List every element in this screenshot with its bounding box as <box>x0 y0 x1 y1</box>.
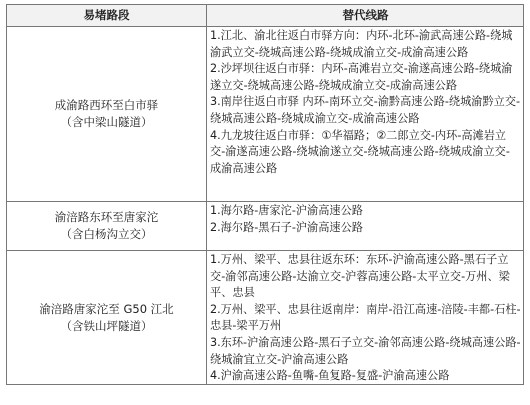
route-item: 2.万州、梁平、忠县往返南岸：南岸-沿江高速-涪陵-丰都-石柱-忠县-梁平万州 <box>210 302 521 333</box>
table-row <box>7 251 523 384</box>
segment-cell <box>7 202 207 250</box>
route-item: 3.南岸往返白市驿 内环-南环立交-渝黔高速公路-绕城渝黔立交-绕城高速公路-绕城成渝立交-成渝高速公路 <box>210 95 521 125</box>
header-congested-segment <box>7 5 207 26</box>
header-col1-label: 易堵路段 <box>83 8 130 22</box>
table-row <box>7 27 523 202</box>
segment-note: （含铁山坪隧道） <box>60 318 153 333</box>
route-item: 3.东环-沪渝高速公路-黑石子立交-渝邻高速公路-绕城高速公路-绕城渝宜立交-沪渝高速公路 <box>210 335 521 366</box>
segment-cell <box>7 27 207 201</box>
route-item: 4.沪渝高速公路-鱼嘴-鱼复路-复盛-沪渝高速公路 <box>210 369 450 383</box>
routes-cell <box>207 251 523 384</box>
header-col2-label: 替代线路 <box>342 8 389 23</box>
route-item: 2.海尔路-黑石子-沪渝高速公路 <box>210 220 363 234</box>
segment-note: （含白杨沟立交） <box>60 227 153 241</box>
route-item: 2.沙坪坝往返白市驿：内环-高滩岩立交-渝遂高速公路-绕城渝遂立交-绕城高速公路-绕城成渝立交-成渝高速公路 <box>210 62 513 92</box>
route-item: 1.海尔路-唐家沱-沪渝高速公路 <box>210 204 363 217</box>
routes-cell <box>207 202 523 250</box>
route-item: 4.九龙坡往返白市驿：①华福路；②二郎立交-内环-高滩岩立交-渝遂高速公路-绕城渝遂立交-绕城高速公路-绕城成渝立交-成渝高速公路 <box>210 128 510 175</box>
route-table <box>6 4 524 385</box>
segment-name: 渝涪路唐家沱至 G50 江北 <box>39 301 174 316</box>
routes-cell <box>207 27 523 201</box>
table-row <box>7 202 523 251</box>
header-alternative-route <box>207 5 523 26</box>
segment-cell <box>7 251 207 384</box>
segment-name: 渝涪路东环至唐家沱 <box>54 210 159 224</box>
segment-name: 成渝路西环至白市驿 <box>54 98 159 112</box>
table-header-row <box>7 5 523 27</box>
route-item: 1.江北、渝北往返白市驿方向：内环-北环-渝武高速公路-绕城渝武立交-绕城高速公路-绕城成渝立交-成渝高速公路 <box>210 29 513 59</box>
route-item: 1.万州、梁平、忠县往返东环：东环-沪渝高速公路-黑石子立交-渝邻高速公路-达渝立交-沪蓉高速公路-太平立交-万州、梁平、忠县 <box>210 253 510 300</box>
segment-note: （含中梁山隧道） <box>60 115 153 129</box>
